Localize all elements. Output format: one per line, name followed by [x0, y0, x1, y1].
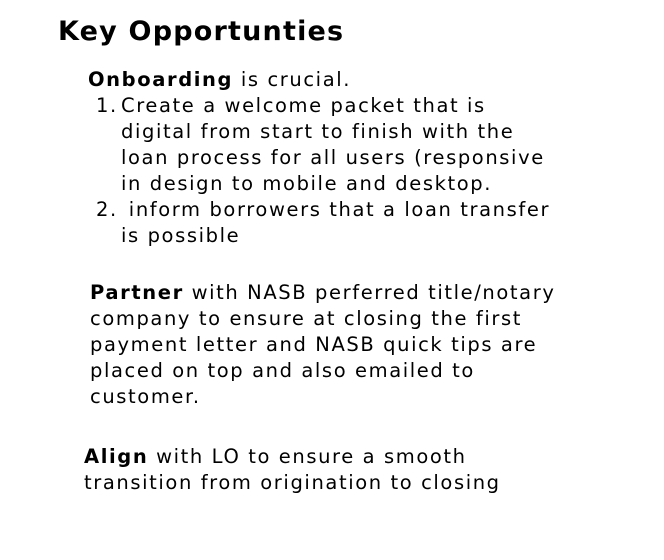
list-item-number: 2.: [96, 198, 118, 221]
list-item-line: is possible: [121, 224, 241, 247]
onboarding-steps: [96, 93, 550, 249]
partner-text-line: payment letter and NASB quick tips are: [90, 333, 538, 356]
align-first-line: [84, 444, 501, 470]
list-item: [96, 93, 550, 197]
align-keyword: Align: [84, 445, 149, 468]
partner-paragraph: [90, 280, 555, 410]
partner-text-line: with NASB perferred title/notary: [183, 281, 556, 304]
list-item-line: digital from start to finish with the: [121, 120, 515, 143]
list-item-line: Create a welcome packet that is: [121, 94, 486, 117]
list-item-line: in design to mobile and desktop.: [121, 172, 493, 195]
partner-text-line: customer.: [90, 385, 201, 408]
list-item-line: loan process for all users (responsive: [121, 146, 545, 169]
partner-first-line: [90, 280, 555, 306]
list-item-number: 1.: [96, 94, 118, 117]
align-text-line: with LO to ensure a smooth: [148, 445, 467, 468]
onboarding-keyword: Onboarding: [88, 68, 234, 91]
page-title: Key Opportunties: [58, 16, 345, 47]
list-item-line: inform borrowers that a loan transfer: [121, 198, 551, 221]
align-text-line: transition from origination to closing: [84, 471, 501, 494]
align-paragraph: [84, 444, 501, 496]
onboarding-intro-text: is crucial.: [233, 68, 352, 91]
onboarding-intro: [88, 67, 351, 93]
partner-keyword: Partner: [90, 281, 184, 304]
partner-text-line: company to ensure at closing the first: [90, 307, 522, 330]
list-item: [96, 197, 550, 249]
partner-text-line: placed on top and also emailed to: [90, 359, 475, 382]
